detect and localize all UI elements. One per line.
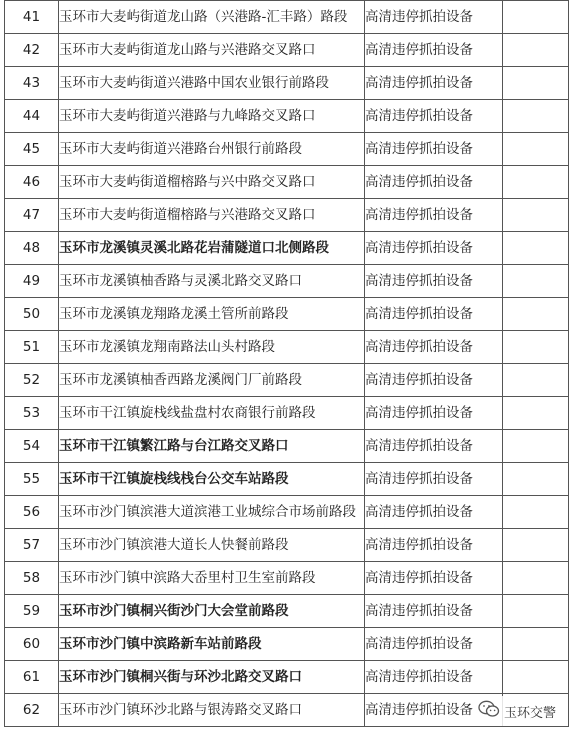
table-row xyxy=(5,298,569,331)
table-row xyxy=(5,661,569,694)
table-row xyxy=(5,463,569,496)
empty-cell xyxy=(503,265,569,298)
device-type-cell: 高清违停抓拍设备 xyxy=(365,298,503,331)
table-body xyxy=(5,1,569,727)
row-number-cell: 44 xyxy=(5,100,59,133)
empty-cell xyxy=(503,397,569,430)
row-number-cell: 41 xyxy=(5,1,59,34)
device-type-cell: 高清违停抓拍设备 xyxy=(365,1,503,34)
table-row xyxy=(5,331,569,364)
location-cell: 玉环市龙溪镇灵溪北路花岩蒲隧道口北侧路段 xyxy=(59,232,365,265)
empty-cell xyxy=(503,496,569,529)
location-cell: 玉环市干江镇旋栈线盐盘村农商银行前路段 xyxy=(59,397,365,430)
row-number-cell: 53 xyxy=(5,397,59,430)
row-number-cell: 47 xyxy=(5,199,59,232)
device-type-cell: 高清违停抓拍设备 xyxy=(365,166,503,199)
row-number-cell: 56 xyxy=(5,496,59,529)
row-number-cell: 57 xyxy=(5,529,59,562)
location-cell: 玉环市沙门镇中滨路新车站前路段 xyxy=(59,628,365,661)
location-cell: 玉环市沙门镇环沙北路与银涛路交叉路口 xyxy=(59,694,365,727)
wechat-icon xyxy=(478,700,500,722)
table-row xyxy=(5,430,569,463)
device-type-cell: 高清违停抓拍设备 xyxy=(365,628,503,661)
empty-cell xyxy=(503,34,569,67)
empty-cell xyxy=(503,364,569,397)
location-cell: 玉环市沙门镇桐兴街与环沙北路交叉路口 xyxy=(59,661,365,694)
row-number-cell: 42 xyxy=(5,34,59,67)
empty-cell xyxy=(503,331,569,364)
device-type-cell: 高清违停抓拍设备 xyxy=(365,67,503,100)
table-row xyxy=(5,397,569,430)
location-cell: 玉环市龙溪镇柚香西路龙溪阀门厂前路段 xyxy=(59,364,365,397)
empty-cell xyxy=(503,463,569,496)
empty-cell xyxy=(503,298,569,331)
row-number-cell: 49 xyxy=(5,265,59,298)
location-cell: 玉环市大麦屿街道兴港路与九峰路交叉路口 xyxy=(59,100,365,133)
row-number-cell: 46 xyxy=(5,166,59,199)
location-cell: 玉环市沙门镇滨港大道滨港工业城综合市场前路段 xyxy=(59,496,365,529)
camera-location-table xyxy=(4,0,569,727)
device-type-cell: 高清违停抓拍设备 xyxy=(365,265,503,298)
location-cell: 玉环市沙门镇滨港大道长人快餐前路段 xyxy=(59,529,365,562)
row-number-cell: 60 xyxy=(5,628,59,661)
device-type-cell: 高清违停抓拍设备 xyxy=(365,397,503,430)
location-cell: 玉环市干江镇繁江路与台江路交叉路口 xyxy=(59,430,365,463)
device-type-cell: 高清违停抓拍设备 xyxy=(365,463,503,496)
location-cell: 玉环市龙溪镇柚香路与灵溪北路交叉路口 xyxy=(59,265,365,298)
account-watermark xyxy=(474,696,560,726)
table-row xyxy=(5,232,569,265)
device-type-cell: 高清违停抓拍设备 xyxy=(365,430,503,463)
empty-cell xyxy=(503,199,569,232)
location-cell: 玉环市干江镇旋栈线栈台公交车站路段 xyxy=(59,463,365,496)
row-number-cell: 43 xyxy=(5,67,59,100)
device-type-cell: 高清违停抓拍设备 xyxy=(365,34,503,67)
empty-cell xyxy=(503,430,569,463)
row-number-cell: 62 xyxy=(5,694,59,727)
table-row xyxy=(5,496,569,529)
device-type-cell: 高清违停抓拍设备 xyxy=(365,232,503,265)
table-row xyxy=(5,199,569,232)
table-row xyxy=(5,100,569,133)
row-number-cell: 59 xyxy=(5,595,59,628)
device-type-cell: 高清违停抓拍设备 xyxy=(365,100,503,133)
location-cell: 玉环市龙溪镇龙翔路龙溪土管所前路段 xyxy=(59,298,365,331)
table-row xyxy=(5,67,569,100)
empty-cell xyxy=(503,661,569,694)
table-row xyxy=(5,562,569,595)
location-cell: 玉环市龙溪镇龙翔南路法山头村路段 xyxy=(59,331,365,364)
location-cell: 玉环市大麦屿街道兴港路台州银行前路段 xyxy=(59,133,365,166)
empty-cell xyxy=(503,628,569,661)
empty-cell xyxy=(503,1,569,34)
location-cell: 玉环市大麦屿街道兴港路中国农业银行前路段 xyxy=(59,67,365,100)
watermark-text: 玉环交警 xyxy=(504,705,557,721)
table-row xyxy=(5,166,569,199)
empty-cell xyxy=(503,67,569,100)
row-number-cell: 61 xyxy=(5,661,59,694)
device-type-cell: 高清违停抓拍设备 xyxy=(365,694,503,727)
device-type-cell: 高清违停抓拍设备 xyxy=(365,496,503,529)
device-type-cell: 高清违停抓拍设备 xyxy=(365,661,503,694)
table-row xyxy=(5,364,569,397)
row-number-cell: 52 xyxy=(5,364,59,397)
row-number-cell: 55 xyxy=(5,463,59,496)
location-cell: 玉环市大麦屿街道龙山路（兴港路-汇丰路）路段 xyxy=(59,1,365,34)
row-number-cell: 51 xyxy=(5,331,59,364)
location-cell: 玉环市大麦屿街道榴榕路与兴港路交叉路口 xyxy=(59,199,365,232)
device-type-cell: 高清违停抓拍设备 xyxy=(365,199,503,232)
device-type-cell: 高清违停抓拍设备 xyxy=(365,529,503,562)
table-row xyxy=(5,529,569,562)
empty-cell xyxy=(503,529,569,562)
table-row xyxy=(5,595,569,628)
row-number-cell: 54 xyxy=(5,430,59,463)
table-row xyxy=(5,133,569,166)
table-row xyxy=(5,265,569,298)
table-row xyxy=(5,34,569,67)
device-type-cell: 高清违停抓拍设备 xyxy=(365,595,503,628)
device-type-cell: 高清违停抓拍设备 xyxy=(365,562,503,595)
location-cell: 玉环市沙门镇桐兴街沙门大会堂前路段 xyxy=(59,595,365,628)
row-number-cell: 48 xyxy=(5,232,59,265)
empty-cell xyxy=(503,166,569,199)
empty-cell xyxy=(503,595,569,628)
location-cell: 玉环市大麦屿街道龙山路与兴港路交叉路口 xyxy=(59,34,365,67)
table-row xyxy=(5,628,569,661)
location-cell: 玉环市沙门镇中滨路大岙里村卫生室前路段 xyxy=(59,562,365,595)
device-type-cell: 高清违停抓拍设备 xyxy=(365,364,503,397)
empty-cell xyxy=(503,562,569,595)
empty-cell xyxy=(503,133,569,166)
device-type-cell: 高清违停抓拍设备 xyxy=(365,331,503,364)
row-number-cell: 50 xyxy=(5,298,59,331)
empty-cell xyxy=(503,232,569,265)
row-number-cell: 58 xyxy=(5,562,59,595)
device-type-cell: 高清违停抓拍设备 xyxy=(365,133,503,166)
table-row xyxy=(5,1,569,34)
location-cell: 玉环市大麦屿街道榴榕路与兴中路交叉路口 xyxy=(59,166,365,199)
empty-cell xyxy=(503,100,569,133)
row-number-cell: 45 xyxy=(5,133,59,166)
